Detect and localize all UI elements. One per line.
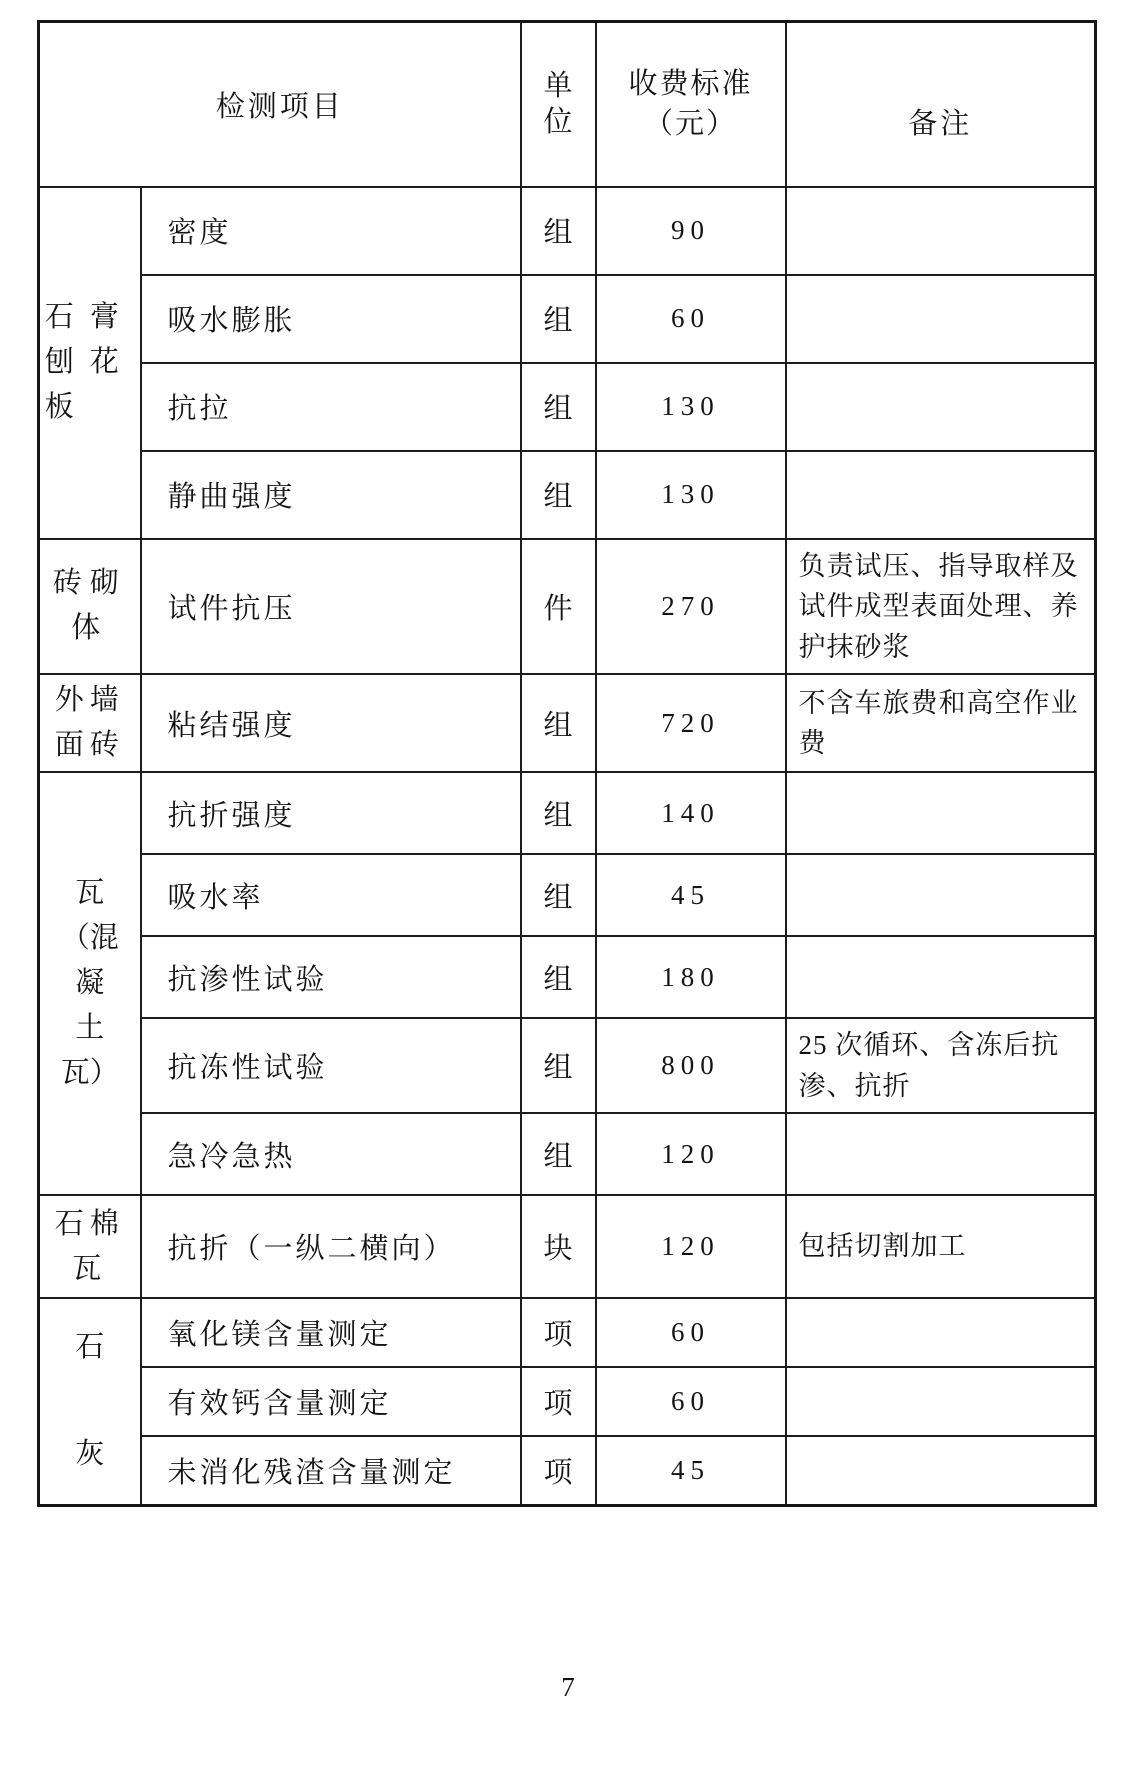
cell-test-item: 静曲强度 [141, 451, 521, 539]
cell-remark: 包括切割加工 [786, 1195, 1096, 1298]
cell-unit: 组 [521, 187, 596, 275]
cell-unit: 组 [521, 275, 596, 363]
cell-unit: 组 [521, 854, 596, 936]
cell-remark: 负责试压、指导取样及试件成型表面处理、养护抹砂浆 [786, 539, 1096, 675]
cell-fee: 130 [596, 363, 786, 451]
cell-test-item: 抗折强度 [141, 772, 521, 854]
cell-test-item: 抗渗性试验 [141, 936, 521, 1018]
cell-remark [786, 772, 1096, 854]
table-row [39, 363, 1096, 451]
group-label-line: 瓦 [72, 1252, 108, 1285]
cell-test-item: 抗折（一纵二横向） [141, 1195, 521, 1298]
cell-unit: 组 [521, 674, 596, 772]
cell-remark [786, 854, 1096, 936]
table-row [39, 1367, 1096, 1436]
cell-fee: 45 [596, 854, 786, 936]
header-fee-line1: 收费标准 [628, 67, 753, 100]
group-label-concrete-tile [39, 772, 141, 1195]
cell-unit: 件 [521, 539, 596, 675]
header-unit-line2: 位 [543, 106, 573, 139]
group-label-line: 石棉 [54, 1207, 125, 1240]
table-header-row [39, 22, 1096, 187]
table-row [39, 674, 1096, 772]
cell-unit: 组 [521, 1113, 596, 1195]
group-label-line: 砖砌 [52, 567, 127, 600]
group-label-line: 瓦） [60, 1056, 119, 1089]
table-row [39, 854, 1096, 936]
group-label-line: 刨花 [44, 346, 135, 379]
cell-test-item: 吸水率 [141, 854, 521, 936]
cell-unit: 组 [521, 363, 596, 451]
group-label-line: 石膏 [44, 301, 135, 334]
cell-fee: 800 [596, 1018, 786, 1113]
group-label-line: （混 [60, 922, 119, 955]
cell-unit: 组 [521, 772, 596, 854]
group-label-asbestos-tile [39, 1195, 141, 1298]
table-row [39, 1018, 1096, 1113]
page-number: 7 [561, 1672, 575, 1702]
cell-fee: 270 [596, 539, 786, 675]
cell-remark: 不含车旅费和高空作业费 [786, 674, 1096, 772]
table-row [39, 539, 1096, 675]
cell-remark [786, 275, 1096, 363]
cell-test-item: 试件抗压 [141, 539, 521, 675]
table-row [39, 1298, 1096, 1367]
header-fee-standard [596, 22, 786, 187]
group-label-line: 瓦 [75, 877, 105, 910]
table-row [39, 1195, 1096, 1298]
cell-remark [786, 1298, 1096, 1367]
cell-fee: 60 [596, 1298, 786, 1367]
cell-test-item: 粘结强度 [141, 674, 521, 772]
cell-remark [786, 936, 1096, 1018]
cell-fee: 90 [596, 187, 786, 275]
fee-table [37, 20, 1097, 1507]
cell-unit: 组 [521, 451, 596, 539]
group-label-line: 石 [75, 1331, 105, 1364]
cell-fee: 60 [596, 1367, 786, 1436]
cell-remark [786, 451, 1096, 539]
cell-unit: 项 [521, 1367, 596, 1436]
cell-test-item: 抗拉 [141, 363, 521, 451]
header-fee-line2: （元） [644, 108, 738, 141]
cell-unit: 组 [521, 936, 596, 1018]
group-label-line: 外墙 [54, 684, 125, 717]
cell-test-item: 急冷急热 [141, 1113, 521, 1195]
cell-remark [786, 363, 1096, 451]
cell-test-item: 氧化镁含量测定 [141, 1298, 521, 1367]
group-label-line: 凝 [75, 967, 105, 1000]
group-label-line: 灰 [75, 1438, 105, 1471]
cell-fee: 120 [596, 1195, 786, 1298]
cell-fee: 140 [596, 772, 786, 854]
cell-fee: 180 [596, 936, 786, 1018]
cell-remark [786, 1436, 1096, 1505]
group-label-line: 板 [44, 390, 90, 423]
group-label-line: 土 [75, 1011, 105, 1044]
table-row [39, 187, 1096, 275]
table-row [39, 1436, 1096, 1505]
cell-fee: 45 [596, 1436, 786, 1505]
table-row [39, 275, 1096, 363]
cell-unit: 组 [521, 1018, 596, 1113]
header-unit [521, 22, 596, 187]
group-label-gypsum-particle-board [39, 187, 141, 539]
group-label-exterior-wall-tile [39, 674, 141, 772]
cell-remark: 25 次循环、含冻后抗渗、抗折 [786, 1018, 1096, 1113]
cell-test-item: 未消化残渣含量测定 [141, 1436, 521, 1505]
table-row [39, 451, 1096, 539]
group-label-brick-masonry [39, 539, 141, 675]
cell-test-item: 抗冻性试验 [141, 1018, 521, 1113]
cell-remark [786, 187, 1096, 275]
table-row [39, 936, 1096, 1018]
header-remark-label: 备注 [908, 107, 973, 140]
cell-test-item: 密度 [141, 187, 521, 275]
cell-unit: 项 [521, 1298, 596, 1367]
header-test-item-label: 检测项目 [215, 90, 344, 123]
cell-fee: 60 [596, 275, 786, 363]
header-remark [786, 22, 1096, 187]
header-test-item [39, 22, 521, 187]
cell-test-item: 吸水膨胀 [141, 275, 521, 363]
cell-unit: 项 [521, 1436, 596, 1505]
cell-fee: 120 [596, 1113, 786, 1195]
cell-fee: 130 [596, 451, 786, 539]
cell-unit: 块 [521, 1195, 596, 1298]
group-label-line: 体 [71, 612, 109, 645]
cell-test-item: 有效钙含量测定 [141, 1367, 521, 1436]
header-unit-line1: 单 [543, 70, 573, 102]
group-label-line: 面砖 [54, 729, 125, 761]
cell-fee: 720 [596, 674, 786, 772]
group-label-lime [39, 1298, 141, 1505]
cell-remark [786, 1113, 1096, 1195]
table-row [39, 772, 1096, 854]
cell-remark [786, 1367, 1096, 1436]
table-row [39, 1113, 1096, 1195]
